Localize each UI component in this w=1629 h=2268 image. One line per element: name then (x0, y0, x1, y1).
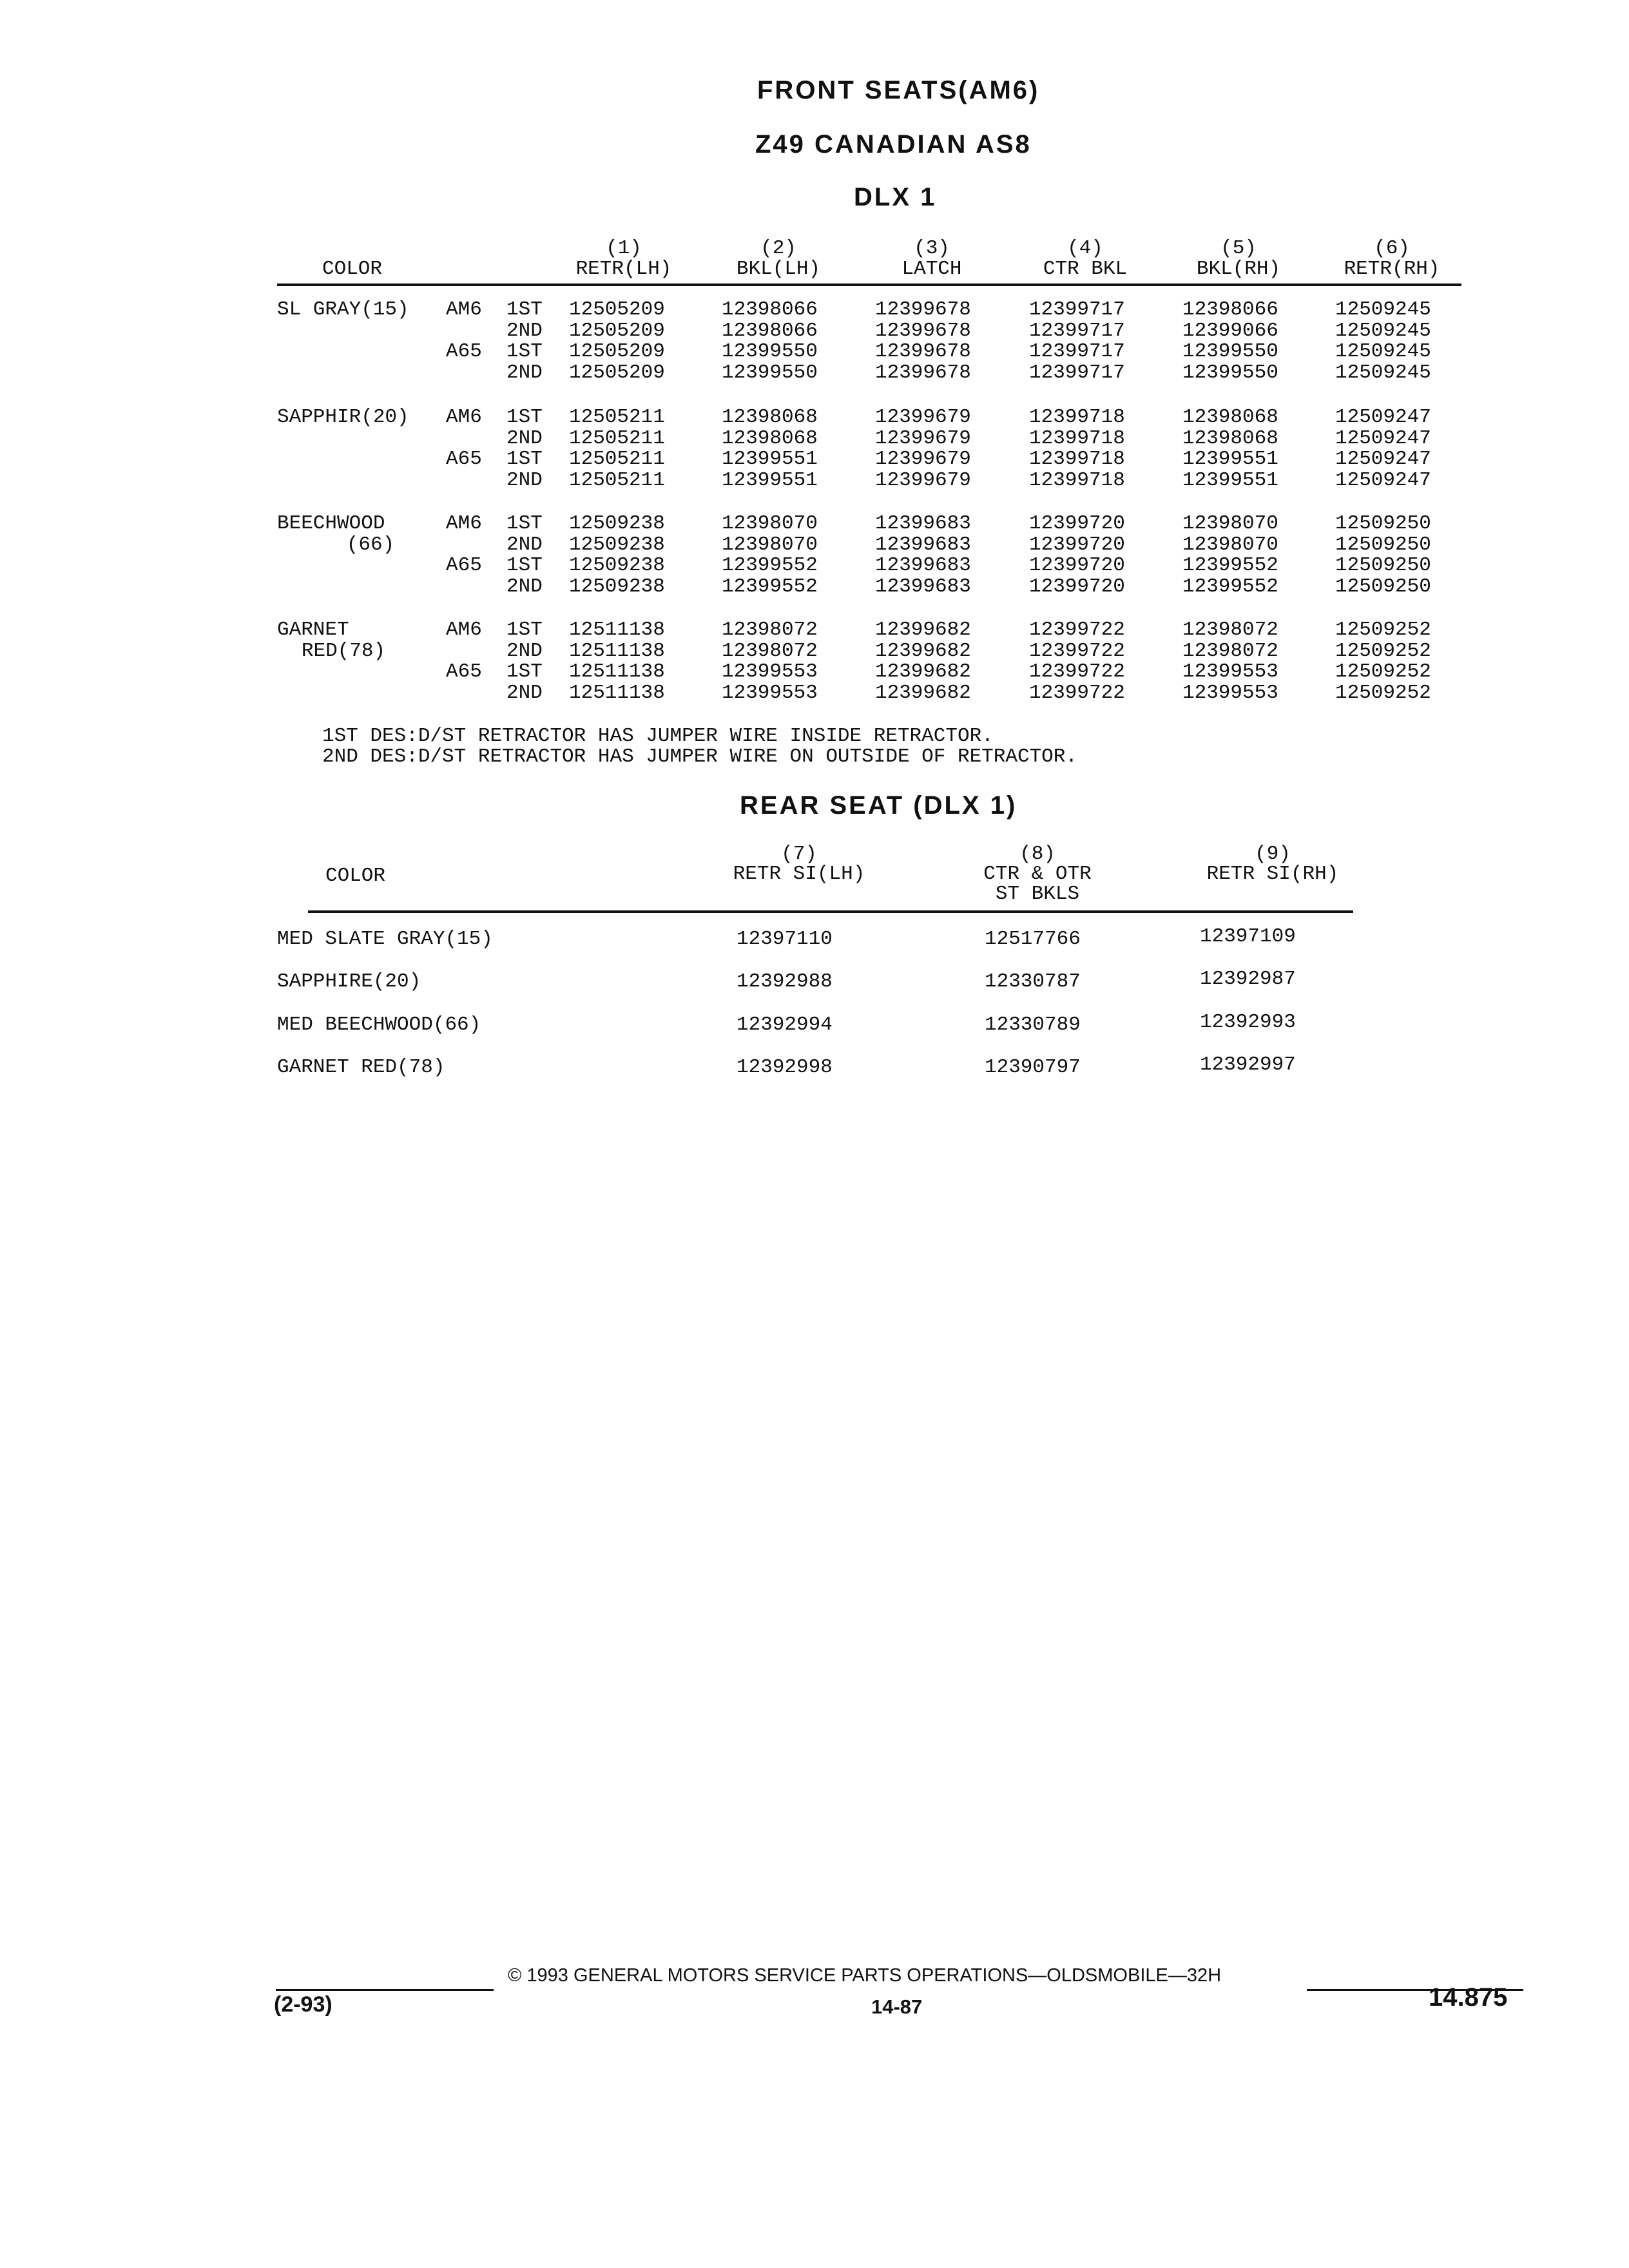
part-number: 12509238 (569, 554, 665, 577)
part-number: 12399678 (875, 361, 971, 384)
part-number: 12392987 (1200, 968, 1296, 990)
part-number: 12399678 (875, 340, 971, 363)
rear-col-8-label: CTR & OTR (983, 863, 1092, 885)
part-number: 12399717 (1029, 340, 1125, 363)
part-number: 12399722 (1029, 639, 1125, 662)
part-number: 12398072 (722, 619, 818, 641)
rear-col-8-label-line2: ST BKLS (995, 883, 1080, 905)
part-number: 12399679 (875, 468, 971, 492)
rear-header-rule (308, 910, 1353, 913)
part-number: 12517766 (985, 928, 1081, 950)
part-number: 12399553 (1182, 660, 1278, 683)
part-number: 12399679 (875, 448, 971, 470)
part-number: 12397110 (737, 928, 833, 950)
part-number: 12398066 (1182, 298, 1278, 321)
part-number: 12511138 (569, 639, 665, 662)
color-label: GARNET (277, 619, 349, 641)
part-number: 12399718 (1029, 448, 1125, 470)
part-number: 12399553 (722, 681, 818, 704)
part-number: 12330787 (985, 970, 1081, 993)
design-level: 2ND (506, 681, 543, 704)
part-number: 12509250 (1335, 575, 1431, 598)
part-number: 12398070 (722, 512, 818, 535)
design-level: 1ST (506, 619, 543, 641)
color-label: MED SLATE GRAY(15) (277, 928, 493, 950)
part-number: 12505211 (569, 406, 665, 428)
color-header: COLOR (322, 258, 383, 280)
part-number: 12330789 (985, 1014, 1081, 1036)
design-level: 1ST (506, 512, 543, 535)
part-number: 12399720 (1029, 512, 1125, 535)
note-first-design: 1ST DES:D/ST RETRACTOR HAS JUMPER WIRE INSIDE RETRACTOR. (322, 725, 994, 747)
footer-page-center: 14-87 (871, 1995, 923, 2018)
rear-col-7-label: RETR SI(LH) (733, 863, 865, 885)
part-number: 12399683 (875, 533, 971, 556)
part-number: 12399717 (1029, 361, 1125, 384)
design-level: 2ND (506, 639, 543, 662)
color-label: SAPPHIR(20) (277, 406, 409, 428)
part-number: 12399718 (1029, 427, 1125, 450)
part-number: 12509252 (1335, 619, 1431, 641)
part-number: 12399720 (1029, 533, 1125, 556)
part-number: 12509238 (569, 575, 665, 598)
part-number: 12398072 (1182, 619, 1278, 641)
part-number: 12398070 (1182, 512, 1278, 535)
part-number: 12399682 (875, 639, 971, 662)
part-number: 12509238 (569, 512, 665, 535)
design-level: 2ND (506, 575, 543, 598)
part-number: 12509252 (1335, 639, 1431, 662)
rear-seat-title: REAR SEAT (DLX 1) (740, 791, 1017, 820)
part-number: 12399550 (722, 361, 818, 384)
page-number: 14.875 (1429, 1983, 1508, 2012)
design-level: 1ST (506, 554, 543, 577)
part-number: 12398070 (722, 533, 818, 556)
part-number: 12505209 (569, 361, 665, 384)
part-number: 12398070 (1182, 533, 1278, 556)
part-number: 12509247 (1335, 468, 1431, 492)
color-label: RED(78) (301, 639, 386, 662)
front-col-4-label: CTR BKL (1043, 258, 1128, 280)
part-number: 12398068 (722, 427, 818, 450)
part-number: 12509250 (1335, 533, 1431, 556)
part-number: 12399553 (1182, 681, 1278, 704)
part-number: 12509250 (1335, 512, 1431, 535)
part-number: 12399683 (875, 512, 971, 535)
part-number: 12399682 (875, 681, 971, 704)
part-number: 12505209 (569, 319, 665, 342)
rear-color-header: COLOR (325, 865, 386, 887)
part-number: 12399066 (1182, 319, 1278, 342)
part-number: 12511138 (569, 619, 665, 641)
part-number: 12509247 (1335, 406, 1431, 428)
part-number: 12398072 (722, 639, 818, 662)
color-label: SL GRAY(15) (277, 298, 409, 321)
part-number: 12399720 (1029, 554, 1125, 577)
part-number: 12509245 (1335, 361, 1431, 384)
color-label: BEECHWOOD (277, 512, 385, 535)
part-number: 12509247 (1335, 448, 1431, 470)
part-number: 12509245 (1335, 340, 1431, 363)
option-code: AM6 (446, 512, 482, 535)
part-number: 12505211 (569, 468, 665, 492)
part-number: 12399682 (875, 619, 971, 641)
part-number: 12399722 (1029, 660, 1125, 683)
part-number: 12390797 (985, 1056, 1081, 1079)
design-level: 1ST (506, 406, 543, 428)
option-code: AM6 (446, 298, 482, 321)
front-col-1-label: RETR(LH) (575, 258, 672, 280)
part-number: 12398066 (722, 319, 818, 342)
option-code: A65 (446, 554, 482, 577)
front-header-rule (277, 284, 1461, 286)
rear-col-8-number: (8) (1019, 843, 1055, 865)
part-number: 12505211 (569, 427, 665, 450)
part-number: 12399722 (1029, 681, 1125, 704)
front-col-2-label: BKL(LH) (736, 258, 821, 280)
part-number: 12399551 (722, 448, 818, 470)
footer-rule-left (276, 1989, 494, 1991)
part-number: 12399552 (722, 575, 818, 598)
footer-date: (2-93) (274, 1992, 333, 2017)
part-number: 12509252 (1335, 681, 1431, 704)
part-number: 12399551 (1182, 448, 1278, 470)
option-code: AM6 (446, 619, 482, 641)
part-number: 12399679 (875, 427, 971, 450)
option-code: A65 (446, 660, 482, 683)
rear-col-7-number: (7) (781, 843, 817, 865)
note-second-design: 2ND DES:D/ST RETRACTOR HAS JUMPER WIRE ON OUTSIDE OF RETRACTOR. (322, 745, 1077, 768)
front-col-3-number: (3) (914, 237, 950, 260)
front-col-4-number: (4) (1067, 237, 1103, 260)
design-level: 1ST (506, 660, 543, 683)
design-level: 2ND (506, 361, 543, 384)
part-number: 12511138 (569, 681, 665, 704)
option-code: AM6 (446, 406, 482, 428)
part-number: 12509245 (1335, 298, 1431, 321)
part-number: 12399553 (722, 660, 818, 683)
part-number: 12398066 (722, 298, 818, 321)
option-code: A65 (446, 340, 482, 363)
part-number: 12509247 (1335, 427, 1431, 450)
part-number: 12398068 (722, 406, 818, 428)
color-label: (66) (346, 533, 395, 556)
design-level: 1ST (506, 448, 543, 470)
part-number: 12399552 (1182, 575, 1278, 598)
part-number: 12398068 (1182, 427, 1278, 450)
part-number: 12399683 (875, 554, 971, 577)
part-number: 12399722 (1029, 619, 1125, 641)
front-col-6-number: (6) (1374, 237, 1410, 260)
rear-col-9-number: (9) (1255, 843, 1291, 865)
part-number: 12399720 (1029, 575, 1125, 598)
part-number: 12505209 (569, 298, 665, 321)
design-level: 2ND (506, 533, 543, 556)
part-number: 12392997 (1200, 1053, 1296, 1076)
part-number: 12509245 (1335, 319, 1431, 342)
color-label: GARNET RED(78) (277, 1056, 445, 1079)
part-number: 12399550 (1182, 361, 1278, 384)
front-col-5-number: (5) (1220, 237, 1257, 260)
design-level: 2ND (506, 427, 543, 450)
front-col-2-number: (2) (760, 237, 796, 260)
part-number: 12399551 (1182, 468, 1278, 492)
part-number: 12399717 (1029, 298, 1125, 321)
part-number: 12505211 (569, 448, 665, 470)
front-col-1-number: (1) (606, 237, 642, 260)
part-number: 12399678 (875, 319, 971, 342)
part-number: 12397109 (1200, 925, 1296, 948)
design-level: 2ND (506, 468, 543, 492)
part-number: 12392998 (737, 1056, 833, 1079)
part-number: 12398068 (1182, 406, 1278, 428)
page-subtitle: Z49 CANADIAN AS8 (755, 130, 1032, 159)
part-number: 12399551 (722, 468, 818, 492)
part-number: 12399718 (1029, 468, 1125, 492)
part-number: 12509252 (1335, 660, 1431, 683)
part-number: 12399679 (875, 406, 971, 428)
part-number: 12392994 (737, 1014, 833, 1036)
color-label: SAPPHIRE(20) (277, 970, 421, 993)
part-number: 12399552 (1182, 554, 1278, 577)
part-number: 12509250 (1335, 554, 1431, 577)
page-title: FRONT SEATS(AM6) (757, 76, 1040, 104)
design-level: 1ST (506, 340, 543, 363)
color-label: MED BEECHWOOD(66) (277, 1014, 481, 1036)
part-number: 12399717 (1029, 319, 1125, 342)
part-number: 12505209 (569, 340, 665, 363)
part-number: 12399682 (875, 660, 971, 683)
trim-level-title: DLX 1 (854, 183, 937, 211)
front-col-3-label: LATCH (901, 258, 962, 280)
part-number: 12399550 (1182, 340, 1278, 363)
part-number: 12392988 (737, 970, 833, 993)
part-number: 12399718 (1029, 406, 1125, 428)
rear-col-9-label: RETR SI(RH) (1206, 863, 1339, 885)
design-level: 2ND (506, 319, 543, 342)
footer-copyright: © 1993 GENERAL MOTORS SERVICE PARTS OPERATIONS—OLDSMOBILE—32H (508, 1965, 1222, 1986)
part-number: 12399550 (722, 340, 818, 363)
part-number: 12399678 (875, 298, 971, 321)
part-number: 12509238 (569, 533, 665, 556)
part-number: 12399552 (722, 554, 818, 577)
part-number: 12399683 (875, 575, 971, 598)
option-code: A65 (446, 448, 482, 470)
part-number: 12511138 (569, 660, 665, 683)
design-level: 1ST (506, 298, 543, 321)
front-col-6-label: RETR(RH) (1344, 258, 1440, 280)
front-col-5-label: BKL(RH) (1196, 258, 1281, 280)
part-number: 12398072 (1182, 639, 1278, 662)
part-number: 12392993 (1200, 1011, 1296, 1033)
